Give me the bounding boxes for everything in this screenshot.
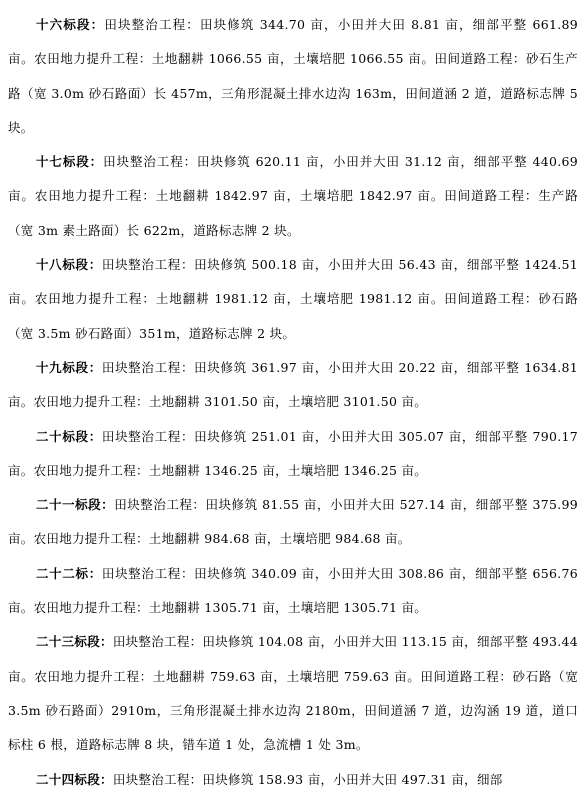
section-label: 十八标段： bbox=[36, 257, 102, 273]
section-text: 田块整治工程：田块修筑 620.11 亩，小田并大田 31.12 亩，细部平整 440.69 亩。农田地力提升工程：土地翻耕 1842.97 亩，土壤培肥 1842.97 亩。田间道路工程：生产路（宽 3m 素土路面）长 622m，道路标志牌 2 块。 bbox=[8, 154, 578, 238]
section-20 bbox=[8, 420, 578, 489]
section-16 bbox=[8, 8, 578, 145]
section-21 bbox=[8, 488, 578, 557]
section-label: 十六标段： bbox=[36, 17, 105, 32]
section-text: 田块整治工程：田块修筑 104.08 亩，小田并大田 113.15 亩，细部平整 493.44 亩。农田地力提升工程：土地翻耕 759.63 亩，土壤培肥 759.63 亩。田间道路工程：砂石路（宽 3.5m 砂石路面）2910m，三角形混凝土排水边沟 2180m，田间道涵 7 道，边沟涵 19 道，道口标柱 6 根，道路标志牌 8 块，错车道 1 处，急流槽 1 处 3m。 bbox=[8, 634, 578, 753]
section-24 bbox=[8, 763, 578, 797]
section-text: 田块整治工程：田块修筑 251.01 亩，小田并大田 305.07 亩，细部平整 790.17 亩。农田地力提升工程：土地翻耕 1346.25 亩，土壤培肥 1346.25 亩。 bbox=[8, 428, 578, 478]
section-label: 二十三标段： bbox=[36, 634, 113, 650]
section-text: 田块整治工程：田块修筑 500.18 亩，小田并大田 56.43 亩，细部平整 1424.51 亩。农田地力提升工程：土地翻耕 1981.12 亩，土壤培肥 1981.12 亩。田间道路工程：砂石路（宽 3.5m 砂石路面）351m，道路标志牌 2 块。 bbox=[8, 257, 578, 341]
section-18 bbox=[8, 248, 578, 351]
section-label: 十七标段： bbox=[36, 154, 104, 170]
section-23 bbox=[8, 625, 578, 762]
section-label: 二十二标： bbox=[36, 565, 102, 581]
section-label: 十九标段： bbox=[36, 359, 102, 375]
section-text: 田块整治工程：田块修筑 344.70 亩，小田并大田 8.81 亩，细部平整 661.89 亩。农田地力提升工程：土地翻耕 1066.55 亩，土壤培肥 1066.55 亩。田间道路工程：砂石生产路（宽 3.0m 砂石路面）长 457m，三角形混凝土排水边沟 163m，田间道涵 2 道，道路标志牌 5 块。 bbox=[8, 17, 578, 135]
section-17 bbox=[8, 145, 578, 248]
section-19 bbox=[8, 351, 578, 420]
section-label: 二十四标段： bbox=[36, 771, 113, 787]
section-22 bbox=[8, 557, 578, 626]
section-label: 二十一标段： bbox=[36, 497, 115, 513]
section-text: 田块整治工程：田块修筑 158.93 亩，小田并大田 497.31 亩，细部 bbox=[112, 771, 503, 787]
section-label: 二十标段： bbox=[36, 428, 102, 444]
section-text: 田块整治工程：田块修筑 81.55 亩，小田并大田 527.14 亩，细部平整 375.99 亩。农田地力提升工程：土地翻耕 984.68 亩，土壤培肥 984.68 亩。 bbox=[8, 497, 578, 547]
section-text: 田块整治工程：田块修筑 340.09 亩，小田并大田 308.86 亩，细部平整 656.76 亩。农田地力提升工程：土地翻耕 1305.71 亩，土壤培肥 1305.71 亩。 bbox=[8, 565, 578, 616]
section-text: 田块整治工程：田块修筑 361.97 亩，小田并大田 20.22 亩，细部平整 1634.81 亩。农田地力提升工程：土地翻耕 3101.50 亩，土壤培肥 3101.50 亩。 bbox=[8, 359, 578, 410]
